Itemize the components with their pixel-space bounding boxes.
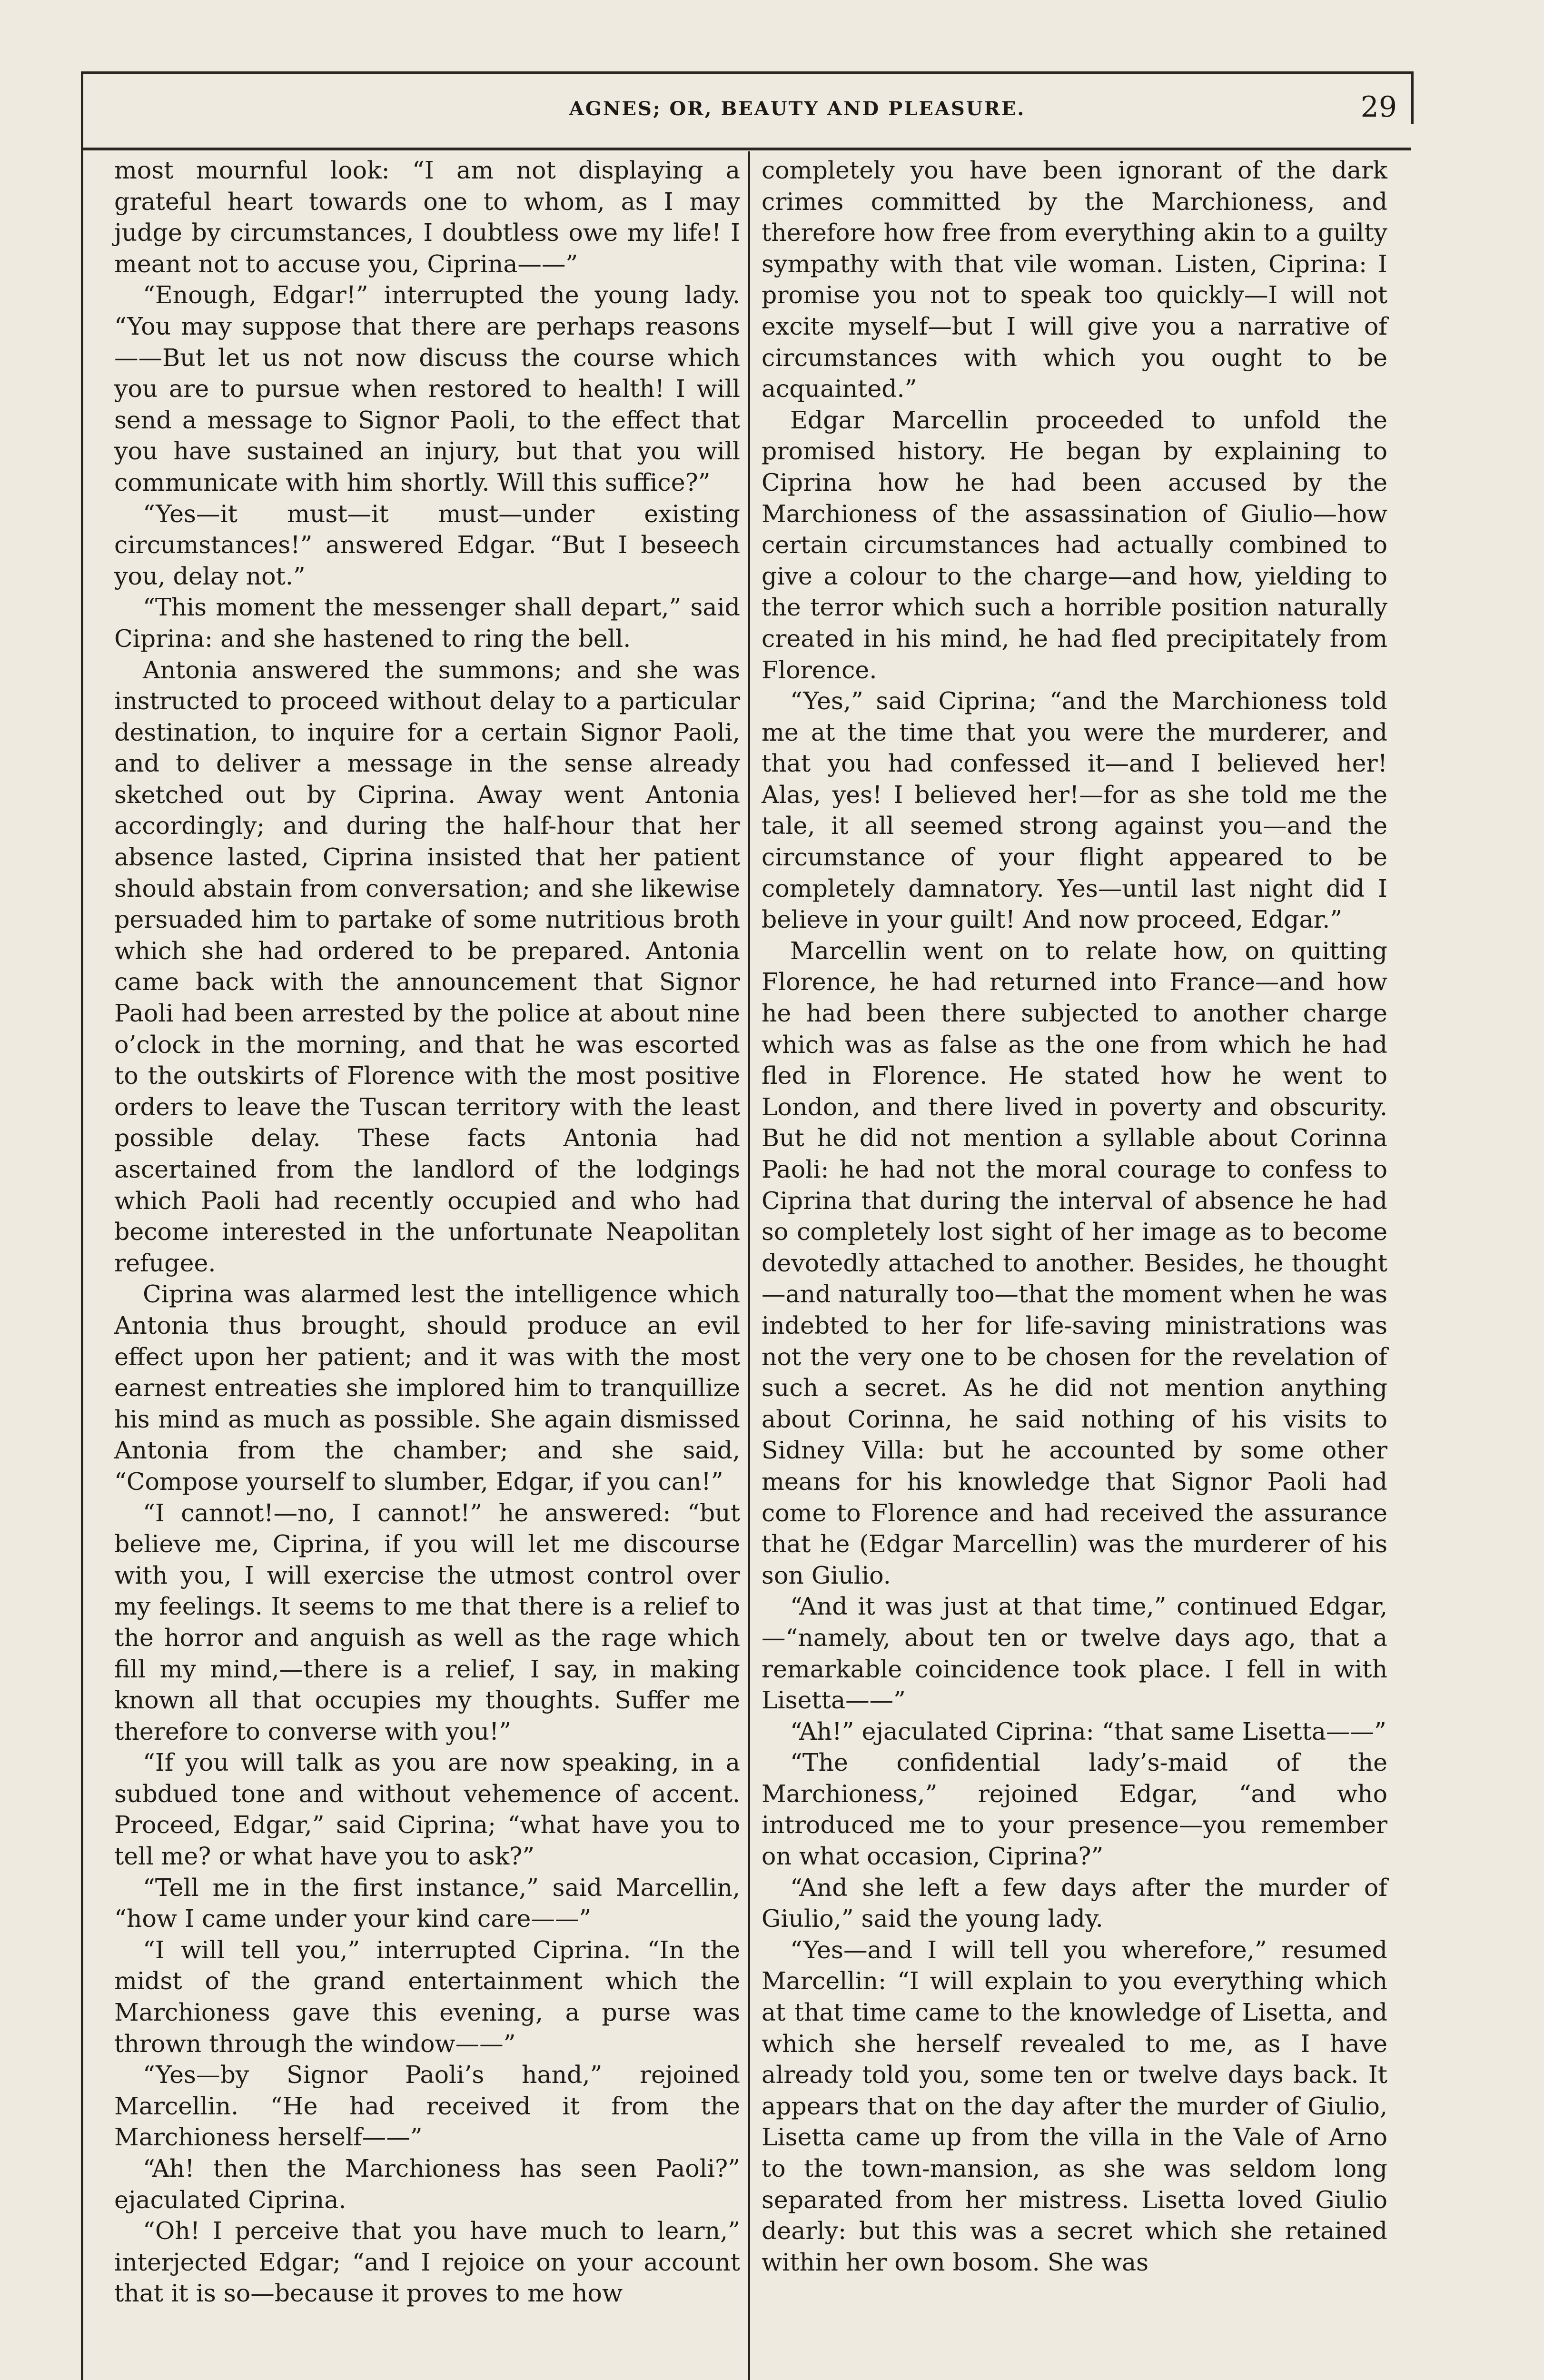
paragraph: “Yes—by Signor Paoli’s hand,” rejoined Marcellin. “He had received it from the Marchioness herself——” — [114, 2061, 740, 2152]
paragraph: Ciprina was alarmed lest the intelligence which Antonia thus brought, should produce an evil effect upon her patient; and it was with the most earnest entreaties she implored him to tranquillize his mind as much as possible. She again dismissed Antonia from the chamber; and she said, “Compose yourself to slumber, Edgar, if you can!” — [114, 1280, 740, 1496]
left-border-rule — [81, 71, 83, 2380]
paragraph: Marcellin went on to relate how, on quitting Florence, he had returned into France—and how he had been there subjected to another charge which was as false as the one from which he had fled in Florence. He stated how he went to London, and there lived in poverty and obscurity. But he did not mention a syllable about Corinna Paoli: he had not the moral courage to confess to Ciprina that during the interval of absence he had so completely lost sight of her image as to become devotedly attached to another. Besides, he thought—and naturally too—that the moment when he was indebted to her for life-saving ministrations was not the very one to be chosen for the revelation of such a secret. As he did not mention anything about Corinna, he said nothing of his visits to Sidney Villa: but he accounted by some other means for his knowledge that Signor Paoli had come to Florence and had received the assurance that he (Edgar Marcellin) was the murderer of his son Giulio. — [762, 936, 1387, 1589]
paragraph: “Enough, Edgar!” interrupted the young lady. “You may suppose that there are perhaps reasons ——But let us not now discuss the course which you are to pursue when restored to health! I will send a message to Signor Paoli, to the effect that you have sustained an injury, but that you will communicate with him shortly. Will this suffice?” — [114, 281, 740, 496]
paragraph: “Ah! then the Marchioness has seen Paoli?” ejaculated Ciprina. — [114, 2154, 740, 2214]
paragraph: Antonia answered the summons; and she was instructed to proceed without delay to a particular destination, to inquire for a certain Signor Paoli, and to deliver a message in the sense already sketched out by Ciprina. Away went Antonia accordingly; and during the half-hour that her absence lasted, Ciprina insisted that her patient should abstain from conversation; and she likewise persuaded him to partake of some nutritious broth which she had ordered to be prepared. Antonia came back with the announcement that Signor Paoli had been arrested by the police at about nine o’clock in the morning, and that he was escorted to the outskirts of Florence with the most positive orders to leave the Tuscan territory with the least possible delay. These facts Antonia had ascertained from the landlord of the lodgings which Paoli had recently occupied and who had become interested in the unfortunate Neapolitan refugee. — [114, 655, 740, 1277]
paragraph: “If you will talk as you are now speaking, in a subdued tone and without vehemence of accent. Proceed, Edgar,” said Ciprina; “what have you to tell me? or what have you to ask?” — [114, 1748, 740, 1871]
right-column — [762, 155, 1387, 2278]
paragraph: “Tell me in the first instance,” said Marcellin, “how I came under your kind care——” — [114, 1873, 740, 1933]
running-head: AGNES; OR, BEAUTY AND PLEASURE. — [569, 98, 1026, 120]
header-rule — [83, 148, 1411, 150]
paragraph: most mournful look: “I am not displaying a grateful heart towards one to whom, as I may judge by circumstances, I doubtless owe my life! I meant not to accuse you, Ciprina——” — [114, 156, 740, 278]
top-border-rule — [81, 71, 1414, 74]
paragraph: “The confidential lady’s-maid of the Marchioness,” rejoined Edgar, “and who introduced me to your presence—you remember on what occasion, Ciprina?” — [762, 1748, 1387, 1871]
paragraph: “Yes,” said Ciprina; “and the Marchioness told me at the time that you were the murderer, and that you had confessed it—and I believed her! Alas, yes! I believed her!—for as she told me the tale, it all seemed strong against you—and the circumstance of your flight appeared to be completely damnatory. Yes—until last night did I believe in your guilt! And now proceed, Edgar.” — [762, 687, 1387, 934]
right-border-rule — [1411, 71, 1414, 124]
paragraph: “Oh! I perceive that you have much to learn,” interjected Edgar; “and I rejoice on your account that it is so—because it proves to me how — [114, 2217, 740, 2308]
paragraph: “I cannot!—no, I cannot!” he answered: “but believe me, Ciprina, if you will let me discourse with you, I will exercise the utmost control over my feelings. It seems to me that there is a relief to the horror and anguish as well as the rage which fill my mind,—there is a relief, I say, in making known all that occupies my thoughts. Suffer me therefore to converse with you!” — [114, 1498, 740, 1745]
left-column — [114, 155, 740, 2309]
paragraph: “Ah!” ejaculated Ciprina: “that same Lisetta——” — [790, 1717, 1386, 1745]
paragraph: Edgar Marcellin proceeded to unfold the promised history. He began by explaining to Ciprina how he had been accused by the Marchioness of the assassination of Giulio—how certain circumstances had actually combined to give a colour to the charge—and how, yielding to the terror which such a horrible position naturally created in his mind, he had fled precipitately from Florence. — [762, 406, 1387, 684]
paragraph: “This moment the messenger shall depart,” said Ciprina: and she hastened to ring the bell. — [114, 593, 740, 653]
paragraph: “I will tell you,” interrupted Ciprina. “In the midst of the grand entertainment which the Marchioness gave this evening, a purse was thrown through the window——” — [114, 1935, 740, 2058]
page-number: 29 — [1360, 90, 1397, 124]
paragraph: “Yes—it must—it must—under existing circumstances!” answered Edgar. “But I beseech you, delay not.” — [114, 499, 740, 590]
paragraph: “And it was just at that time,” continued Edgar,—“namely, about ten or twelve days ago, that a remarkable coincidence took place. I fell in with Lisetta——” — [762, 1592, 1387, 1715]
paragraph: completely you have been ignorant of the dark crimes committed by the Marchioness, and therefore how free from everything akin to a guilty sympathy with that vile woman. Listen, Ciprina: I promise you not to speak too quickly—I will not excite myself—but I will give you a narrative of circumstances with which you ought to be acquainted.” — [762, 156, 1387, 403]
paragraph: “Yes—and I will tell you wherefore,” resumed Marcellin: “I will explain to you everything which at that time came to the knowledge of Lisetta, and which she herself revealed to me, as I have already told you, some ten or twelve days back. It appears that on the day after the murder of Giulio, Lisetta came up from the villa in the Vale of Arno to the town-mansion, as she was seldom long separated from her mistress. Lisetta loved Giulio dearly: but this was a secret which she retained within her own bosom. She was — [762, 1935, 1387, 2276]
column-divider — [748, 151, 750, 2380]
paragraph: “And she left a few days after the murder of Giulio,” said the young lady. — [762, 1873, 1387, 1933]
